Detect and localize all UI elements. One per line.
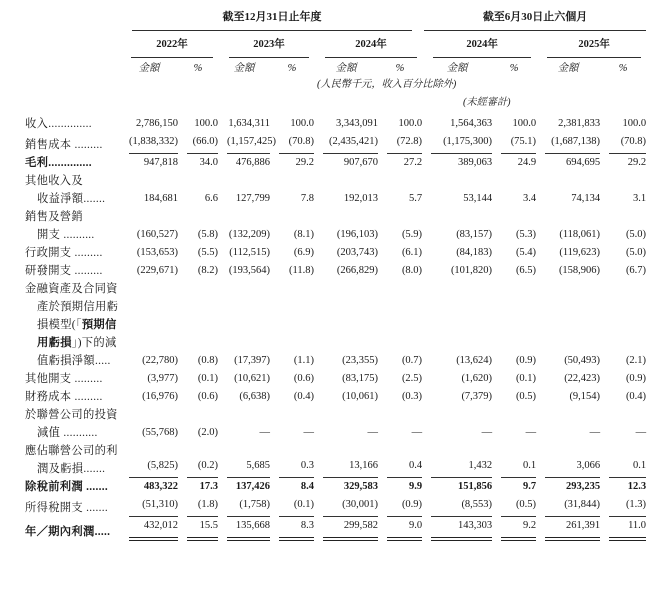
cell-percent: 29.2 xyxy=(627,157,647,168)
cell-amount: (50,493) xyxy=(564,355,601,366)
header-year-2025-interim: 2025年 xyxy=(536,33,646,58)
cell-percent: 3.4 xyxy=(522,193,537,204)
cell-percent: — xyxy=(411,427,423,438)
cell-percent: (0.2) xyxy=(178,442,218,478)
header-group-row xyxy=(25,8,646,33)
table-row xyxy=(25,388,646,406)
cell-percent: (5.4) xyxy=(515,247,537,258)
table-row xyxy=(25,244,646,262)
header-year-2024-interim: 2024年 xyxy=(422,33,536,58)
row-label: 其他收入及 收益淨額....... xyxy=(25,175,106,205)
cell-amount: 476,886 xyxy=(235,157,270,168)
col-percent-header: % xyxy=(509,63,519,74)
cell-percent: 27.2 xyxy=(403,157,423,168)
col-percent-header: % xyxy=(193,63,203,74)
header-group-interim xyxy=(422,8,646,33)
header-year-2022: 2022年 xyxy=(120,33,218,58)
cell-amount: 907,670 xyxy=(343,157,378,168)
cell-percent: 24.9 xyxy=(517,157,537,168)
cell-amount: 329,583 xyxy=(343,481,378,492)
cell-percent: (0.9) xyxy=(378,496,422,517)
cell-percent: (1.8) xyxy=(178,496,218,517)
cell-amount: (1,620) xyxy=(461,373,493,384)
header-group-annual-label: 截至12月31日止年度 xyxy=(132,8,412,31)
cell-amount: 143,303 xyxy=(422,517,492,541)
cell-amount: 2,786,150 xyxy=(136,118,178,129)
unaudited-note-row xyxy=(25,93,646,111)
row-label: 財務成本 ......... xyxy=(25,391,103,403)
cell-percent: (0.6) xyxy=(197,391,218,402)
cell-percent: (0.3) xyxy=(401,391,423,402)
cell-amount: 1,634,311 xyxy=(228,118,270,129)
cell-amount: (83,175) xyxy=(342,373,378,384)
cell-percent: 15.5 xyxy=(178,517,218,541)
cell-percent: — xyxy=(635,427,647,438)
cell-amount: (83,157) xyxy=(456,229,493,240)
cell-amount: 432,012 xyxy=(120,517,178,541)
cell-percent: (2.5) xyxy=(401,373,423,384)
table-row xyxy=(25,517,646,541)
cell-percent: 0.1 xyxy=(492,442,536,478)
row-label: 除稅前利潤 ....... xyxy=(25,481,108,493)
cell-percent: (70.8) xyxy=(270,133,314,154)
cell-amount: (55,768) xyxy=(142,427,178,438)
income-statement-table xyxy=(25,8,646,541)
col-percent-header: % xyxy=(618,63,628,74)
cell-amount: 293,235 xyxy=(565,481,601,492)
col-amount-header: 金額 xyxy=(335,63,357,74)
row-label: 應佔聯營公司的利 潤及虧損....... xyxy=(25,445,118,475)
cell-amount: 151,856 xyxy=(457,481,493,492)
cell-percent: (0.5) xyxy=(492,496,536,517)
cell-percent: 100.0 xyxy=(622,118,647,129)
cell-percent: 100.0 xyxy=(512,118,537,129)
cell-amount: (1,838,332) xyxy=(120,133,178,154)
table-row xyxy=(25,208,646,244)
cell-amount: (8,553) xyxy=(422,496,492,517)
cell-percent: 100.0 xyxy=(194,118,218,129)
col-percent-header: % xyxy=(395,63,405,74)
cell-percent: (0.7) xyxy=(401,355,423,366)
col-amount-header: 金額 xyxy=(557,63,579,74)
table-row xyxy=(25,442,646,478)
cell-amount: (51,310) xyxy=(120,496,178,517)
header-year-2023: 2023年 xyxy=(218,33,314,58)
cell-percent: (2.0) xyxy=(197,427,218,438)
cell-percent: 0.1 xyxy=(600,442,646,478)
header-spacer xyxy=(25,8,120,33)
cell-percent: 100.0 xyxy=(398,118,423,129)
header-sub-row xyxy=(25,58,646,77)
cell-percent: 9.0 xyxy=(378,517,422,541)
col-amount-header: 金額 xyxy=(138,63,160,74)
cell-amount: (3,977) xyxy=(147,373,178,384)
cell-percent: (8.0) xyxy=(401,265,423,276)
cell-amount: (84,183) xyxy=(456,247,493,258)
cell-percent: (5.5) xyxy=(197,247,218,258)
cell-amount: (17,397) xyxy=(234,355,270,366)
cell-percent: (0.1) xyxy=(270,496,314,517)
row-label: 銷售成本 ......... xyxy=(25,139,103,151)
cell-amount: (1,687,138) xyxy=(536,133,600,154)
cell-amount: (10,621) xyxy=(234,373,270,384)
cell-amount: 694,695 xyxy=(565,157,601,168)
cell-percent: (5.8) xyxy=(197,229,218,240)
cell-amount: 947,818 xyxy=(143,157,178,168)
cell-amount: (158,906) xyxy=(558,265,601,276)
cell-percent: (0.8) xyxy=(197,355,218,366)
table-row xyxy=(25,370,646,388)
table-row xyxy=(25,406,646,442)
cell-percent: (5.0) xyxy=(625,247,647,258)
cell-amount: (31,844) xyxy=(536,496,600,517)
cell-amount: (23,355) xyxy=(342,355,378,366)
cell-percent: (0.9) xyxy=(515,355,537,366)
table-row xyxy=(25,262,646,280)
cell-percent: (5.3) xyxy=(515,229,537,240)
cell-amount: (9,154) xyxy=(569,391,601,402)
cell-amount: (5,825) xyxy=(120,442,178,478)
cell-percent: — xyxy=(303,427,314,438)
table-row xyxy=(25,133,646,154)
cell-amount: 5,685 xyxy=(218,442,270,478)
cell-percent: (0.1) xyxy=(197,373,218,384)
cell-amount: 127,799 xyxy=(235,193,270,204)
cell-amount: 389,063 xyxy=(457,157,493,168)
cell-percent: 11.0 xyxy=(600,517,646,541)
cell-amount: 1,564,363 xyxy=(450,118,493,129)
cell-amount: (266,829) xyxy=(336,265,378,276)
cell-amount: (101,820) xyxy=(450,265,493,276)
cell-percent: (0.1) xyxy=(515,373,537,384)
cell-percent: 5.7 xyxy=(408,193,423,204)
row-label: 金融資產及合同資 產於預期信用虧 損模型(「預期信 用虧損」)下的減 值虧損淨額..... xyxy=(25,283,119,367)
cell-amount: (112,515) xyxy=(229,247,270,258)
cell-amount: (16,976) xyxy=(142,391,178,402)
cell-percent: 7.8 xyxy=(300,193,314,204)
table-row xyxy=(25,478,646,496)
cell-amount: 261,391 xyxy=(536,517,600,541)
cell-amount: (119,623) xyxy=(559,247,601,258)
cell-percent: 100.0 xyxy=(290,118,314,129)
cell-amount: (1,175,300) xyxy=(422,133,492,154)
cell-percent: 0.3 xyxy=(270,442,314,478)
table-row xyxy=(25,172,646,208)
cell-percent: (6.1) xyxy=(401,247,423,258)
cell-amount: (132,209) xyxy=(228,229,270,240)
row-label: 其他開支 ......... xyxy=(25,373,103,385)
header-group-interim-label: 截至6月30日止六個月 xyxy=(424,8,646,31)
col-percent-header: % xyxy=(287,63,297,74)
cell-percent: 12.3 xyxy=(627,481,647,492)
col-amount-header: 金額 xyxy=(446,63,468,74)
cell-percent: 0.4 xyxy=(378,442,422,478)
cell-percent: 17.3 xyxy=(199,481,218,492)
header-year-row xyxy=(25,33,646,58)
units-note: (人民幣千元，收入百分比除外) xyxy=(317,79,457,90)
cell-percent: (11.8) xyxy=(289,265,314,276)
cell-percent: 6.6 xyxy=(204,193,218,204)
table-row xyxy=(25,154,646,172)
cell-amount: (22,423) xyxy=(564,373,601,384)
cell-amount: (1,157,425) xyxy=(218,133,270,154)
cell-percent: (0.9) xyxy=(625,373,647,384)
table-body xyxy=(25,111,646,541)
cell-amount: (203,743) xyxy=(336,247,378,258)
cell-amount: (6,638) xyxy=(239,391,270,402)
cell-amount: (30,001) xyxy=(314,496,378,517)
units-note-row xyxy=(25,77,646,93)
cell-amount: 3,066 xyxy=(536,442,600,478)
cell-amount: (196,103) xyxy=(336,229,378,240)
cell-amount: (1,758) xyxy=(218,496,270,517)
cell-percent: (5.9) xyxy=(401,229,423,240)
row-label: 所得稅開支 ....... xyxy=(25,502,108,514)
cell-percent: (8.2) xyxy=(197,265,218,276)
cell-amount: (10,061) xyxy=(342,391,378,402)
row-label: 銷售及營銷 開支 .......... xyxy=(25,211,95,241)
cell-percent: 8.3 xyxy=(270,517,314,541)
cell-amount: 13,166 xyxy=(314,442,378,478)
cell-percent: 3.1 xyxy=(632,193,647,204)
cell-percent: (6.9) xyxy=(293,247,314,258)
cell-amount: 483,322 xyxy=(143,481,178,492)
cell-percent: (0.4) xyxy=(293,391,314,402)
row-label: 年／期內利潤..... xyxy=(25,526,111,538)
cell-percent: 9.9 xyxy=(408,481,423,492)
col-amount-header: 金額 xyxy=(233,63,255,74)
table-row xyxy=(25,496,646,517)
unaudited-note: (未經審計) xyxy=(463,97,511,108)
cell-amount: — xyxy=(481,427,493,438)
cell-percent: — xyxy=(525,427,537,438)
row-label: 收入.............. xyxy=(25,118,92,130)
header-year-2024: 2024年 xyxy=(314,33,422,58)
cell-percent: (1.1) xyxy=(293,355,314,366)
cell-percent: (66.0) xyxy=(178,133,218,154)
header-spacer xyxy=(25,58,120,77)
row-label: 行政開支 ......... xyxy=(25,247,103,259)
row-label: 於聯營公司的投資 減值 ........... xyxy=(25,409,118,439)
cell-percent: (0.6) xyxy=(293,373,314,384)
table-row xyxy=(25,280,646,370)
cell-percent: (70.8) xyxy=(600,133,646,154)
cell-percent: 29.2 xyxy=(295,157,314,168)
cell-amount: (13,624) xyxy=(456,355,493,366)
cell-amount: (229,671) xyxy=(136,265,178,276)
cell-amount: 53,144 xyxy=(463,193,493,204)
cell-amount: (2,435,421) xyxy=(314,133,378,154)
cell-percent: (8.1) xyxy=(293,229,314,240)
cell-amount: 192,013 xyxy=(343,193,378,204)
cell-percent: 34.0 xyxy=(199,157,218,168)
cell-amount: 74,134 xyxy=(571,193,601,204)
cell-percent: (0.5) xyxy=(515,391,537,402)
header-spacer xyxy=(25,33,120,58)
cell-percent: (1.3) xyxy=(600,496,646,517)
cell-amount: 3,343,091 xyxy=(336,118,378,129)
cell-percent: 8.4 xyxy=(300,481,314,492)
cell-percent: (72.8) xyxy=(378,133,422,154)
cell-amount: — xyxy=(259,427,270,438)
cell-amount: — xyxy=(367,427,378,438)
cell-amount: 1,432 xyxy=(422,442,492,478)
cell-amount: 135,668 xyxy=(218,517,270,541)
row-label: 研發開支 ......... xyxy=(25,265,103,277)
cell-percent: 9.7 xyxy=(522,481,537,492)
cell-amount: — xyxy=(589,427,601,438)
cell-amount: 184,681 xyxy=(143,193,178,204)
cell-amount: (7,379) xyxy=(461,391,493,402)
cell-percent: 9.2 xyxy=(492,517,536,541)
header-group-annual xyxy=(120,8,422,33)
cell-percent: (75.1) xyxy=(492,133,536,154)
cell-amount: 299,582 xyxy=(314,517,378,541)
cell-amount: (160,527) xyxy=(136,229,178,240)
cell-amount: (153,653) xyxy=(136,247,178,258)
financial-summary-page xyxy=(0,8,663,599)
cell-percent: (2.1) xyxy=(625,355,647,366)
cell-amount: (22,780) xyxy=(142,355,178,366)
cell-amount: (118,061) xyxy=(559,229,601,240)
cell-amount: 2,381,833 xyxy=(558,118,601,129)
cell-amount: (193,564) xyxy=(228,265,270,276)
cell-percent: (6.7) xyxy=(625,265,647,276)
table-row xyxy=(25,111,646,133)
cell-percent: (0.4) xyxy=(625,391,647,402)
cell-percent: (5.0) xyxy=(625,229,647,240)
row-label: 毛利.............. xyxy=(25,157,92,169)
cell-percent: (6.5) xyxy=(515,265,537,276)
cell-amount: 137,426 xyxy=(235,481,270,492)
